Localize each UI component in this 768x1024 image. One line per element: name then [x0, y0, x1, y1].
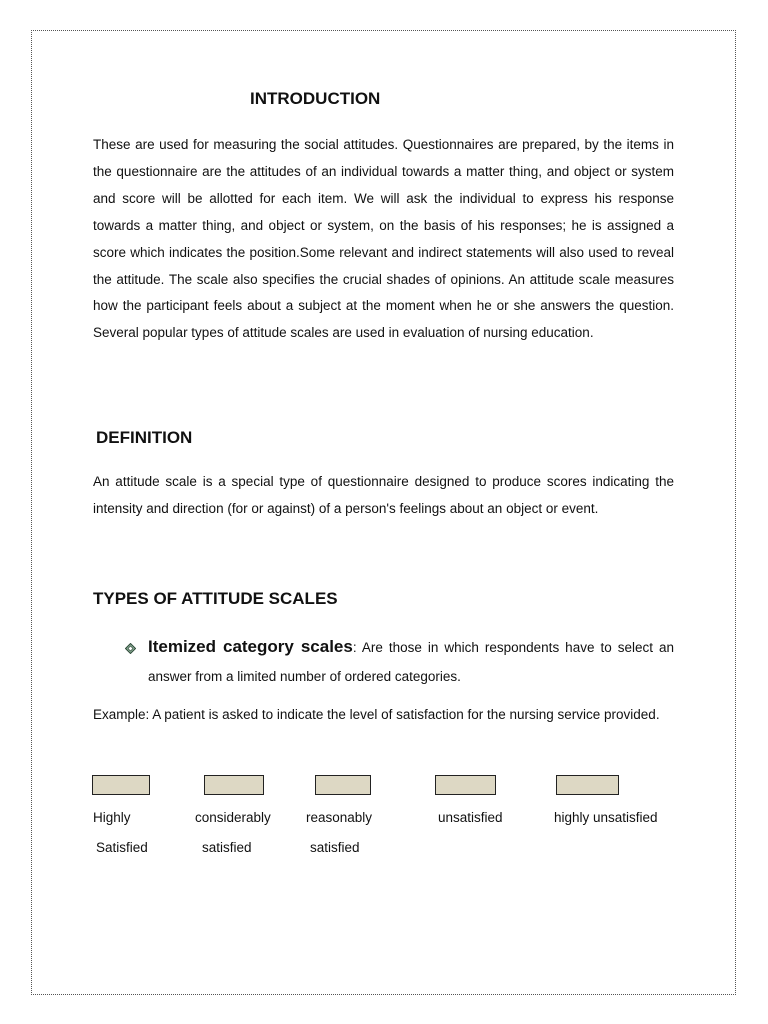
scale-label-2-line2: satisfied	[202, 840, 252, 855]
scale-label-2-line1: considerably	[195, 810, 271, 825]
bullet-term: Itemized category scales	[148, 637, 353, 656]
diamond-bullet-icon	[125, 643, 136, 654]
scale-box-considerably-satisfied[interactable]	[204, 775, 264, 795]
introduction-heading: INTRODUCTION	[250, 89, 381, 108]
scale-label-1-line1: Highly	[93, 810, 131, 825]
definition-heading: DEFINITION	[96, 428, 193, 447]
scale-label-3-line2: satisfied	[310, 840, 360, 855]
definition-paragraph: An attitude scale is a special type of questionnaire designed to produce scores indicating the intensity and direction (for or against) of a person's feelings about an object or event.	[93, 474, 674, 516]
itemized-category-bullet	[148, 632, 674, 691]
bullet-description: : Are those in which respondents have to select an answer from a limited number of ordered categories.	[148, 640, 675, 684]
scale-label-5-line1: highly unsatisfied	[554, 810, 658, 825]
scale-box-highly-unsatisfied[interactable]	[556, 775, 619, 795]
scale-box-reasonably-satisfied[interactable]	[315, 775, 371, 795]
scale-box-unsatisfied[interactable]	[435, 775, 496, 795]
example-paragraph: Example: A patient is asked to indicate the level of satisfaction for the nursing service provided.	[93, 707, 660, 722]
scale-label-4-line1: unsatisfied	[438, 810, 503, 825]
introduction-paragraph: These are used for measuring the social attitudes. Questionnaires are prepared, by the items in the questionnaire are the attitudes of an individual towards a matter thing, and object or system and score will be allotted for each item. We will ask the individual to express his response towards a matter thing, and object or system, on the basis of his responses; he is assigned a score which indicates the position.Some relevant and indirect statements will also used to reveal the attitude. The scale also specifies the crucial shades of opinions. An attitude scale measures how the participant feels about a subject at the moment when he or she answers the question. Several popular types of attitude scales are used in evaluation of nursing education.	[93, 137, 674, 341]
scale-label-1-line2: Satisfied	[96, 840, 148, 855]
types-heading: TYPES OF ATTITUDE SCALES	[93, 589, 338, 608]
scale-box-highly-satisfied[interactable]	[92, 775, 150, 795]
scale-label-3-line1: reasonably	[306, 810, 373, 825]
